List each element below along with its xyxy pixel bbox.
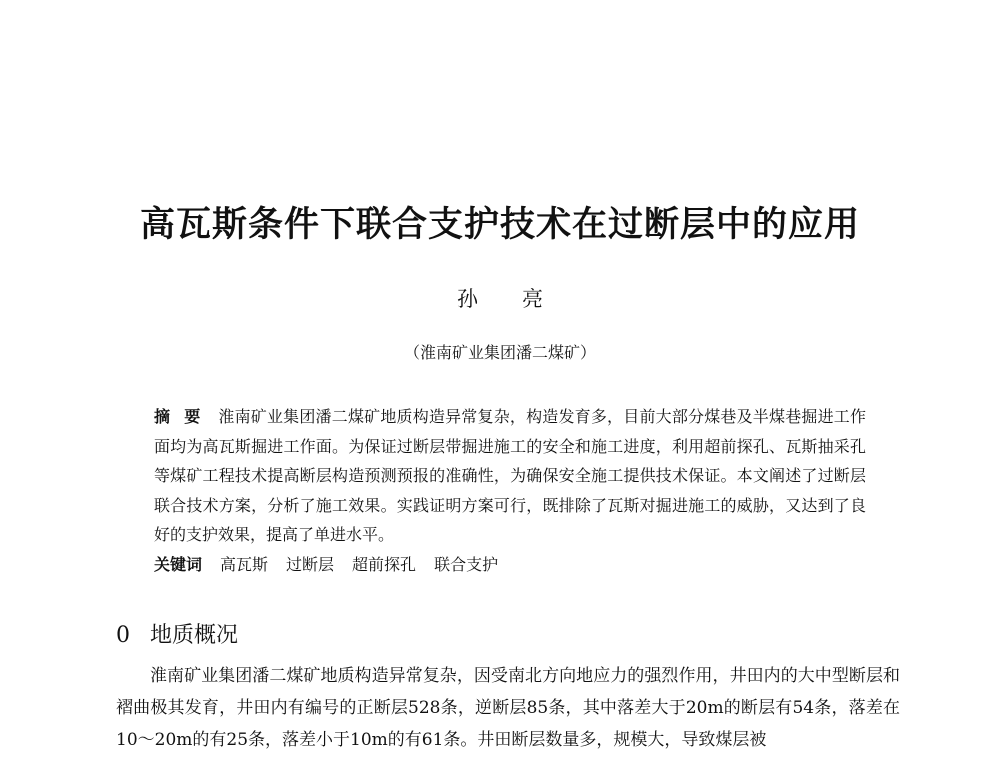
abstract-label: 摘要	[154, 407, 215, 426]
keyword-item: 高瓦斯	[220, 555, 269, 574]
section-title: 地质概况	[150, 623, 239, 648]
author-name: 孙亮	[457, 287, 587, 311]
author-affiliation: （淮南矿业集团潘二煤矿）	[403, 343, 596, 362]
paper-title: 高瓦斯条件下联合支护技术在过断层中的应用	[139, 204, 860, 245]
keyword-item: 过断层	[286, 555, 335, 574]
keywords-label: 关键词	[154, 555, 203, 574]
keyword-item: 联合支护	[434, 555, 499, 574]
section-number: 0	[116, 623, 130, 648]
abstract-text: 淮南矿业集团潘二煤矿地质构造异常复杂，构造发育多，目前大部分煤巷及半煤巷掘进工作面均为高瓦斯掘进工作面。为保证过断层带掘进施工的安全和施工进度，利用超前探孔、瓦斯抽采孔等煤矿工程技术提高断层构造预测预报的准确性，为确保安全施工提供技术保证。本文阐述了过断层联合技术方案，分析了施工效果。实践证明方案可行，既排除了瓦斯对掘进施工的威胁，又达到了良好的支护效果，提高了单进水平。	[154, 407, 866, 544]
section-heading	[116, 620, 238, 652]
keyword-item: 超前探孔	[352, 555, 417, 574]
abstract	[154, 402, 866, 550]
body-paragraph: 淮南矿业集团潘二煤矿地质构造异常复杂，因受南北方向地应力的强烈作用，井田内的大中型断层和褶曲极其发育，井田内有编号的正断层528条，逆断层85条，其中落差大于20m的断层有54条，落差在10～20m的有25条，落差小于10m的有61条。井田断层数量多，规模大，导致煤层被	[116, 666, 900, 750]
keywords	[154, 550, 866, 579]
